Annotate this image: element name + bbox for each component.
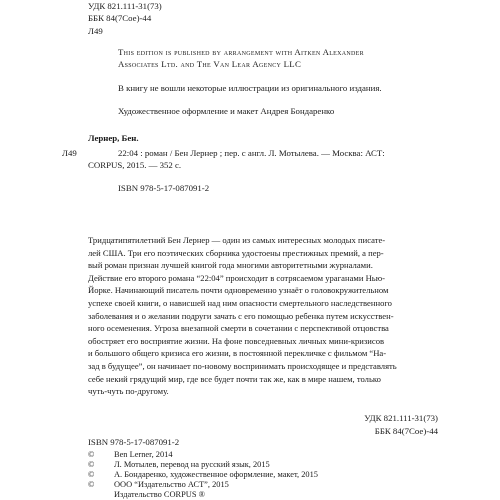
bottom-bbk: ББК 84(7Сое)-44 [374,426,438,436]
edition-line-1: This edition is published by arrangement with Aitken Alexander [118,47,364,57]
annotation-paragraph [88,234,440,398]
annotation-line: чуть-чуть по-другому. [88,386,169,397]
copyright-line [88,480,229,490]
copyright-symbol: © [88,460,95,469]
copyright-text: Ben Lerner, 2014 [114,450,173,459]
side-code: Л49 [62,148,77,158]
annotation-line: себе некий грядущий мир, где все будет почти так же, как в мире нашем, только [88,373,381,384]
bottom-udk: УДК 821.111-31(73) [364,413,438,423]
art-design-credit: Художественное оформление и макет Андрея Бондаренко [118,106,335,116]
author-heading: Лернер, Бен. [88,133,139,143]
copyright-line [88,490,205,500]
copyright-text: Л. Мотылев, перевод на русский язык, 2015 [114,460,270,469]
copyright-line [88,470,318,480]
copyright-line [88,450,173,460]
annotation-line: ного осеменения. Угроза внезапной смерти в сочетании с перспективой отцовства [88,323,389,334]
copyright-text: Издательство CORPUS ® [114,490,205,499]
copyright-symbol: © [88,450,95,459]
annotation-line: зад в будущее”, он начинает по-новому воспринимать происходящее и представлять [88,360,397,371]
top-bbk: ББК 84(7Сое)-44 [88,13,152,23]
isbn-bottom: ISBN 978-5-17-087091-2 [88,437,180,447]
bibliographic-line-2: CORPUS, 2015. — 352 с. [88,160,182,170]
edition-line-2: Associates Ltd. and The Van Lear Agency LLC [118,59,302,69]
annotation-line: Действие его второго романа “22:04” происходит в сотрясаемом ураганами Нью- [88,272,385,283]
copyright-symbol: © [88,470,95,479]
illustrations-note: В книгу не вошли некоторые иллюстрации из оригинального издания. [118,83,382,93]
annotation-line: заболевания и о желании подруги зачать с его помощью ребенка путем искусствен- [88,310,394,321]
copyright-text: ООО “Издательство АСТ”, 2015 [114,480,229,489]
copyright-text: А. Бондаренко, художественное оформление, макет, 2015 [114,470,318,479]
top-code: Л49 [88,26,103,36]
copyright-line [88,460,270,470]
annotation-line: вый роман признан лучшей книгой года многими авторитетными журналами. [88,260,373,271]
copyright-symbol: © [88,480,95,489]
annotation-line: и большого общего кризиса его жизни, в постоянной перекличке с фильмом “На- [88,348,387,359]
annotation-line: лей США. Три его поэтических сборника удостоены престижных премий, а пер- [88,247,384,258]
isbn-top: ISBN 978-5-17-087091-2 [118,183,210,193]
annotation-line: Тридцатипятилетний Бен Лернер — один из самых интересных молодых писате- [88,235,386,245]
bibliographic-line-1: 22:04 : роман / Бен Лернер ; пер. с англ. Л. Мотылева. — Москва: АСТ: [118,148,385,158]
annotation-line: Йорке. Начинающий писатель почти одновременно узнаёт о головокружительном [88,285,389,296]
top-udk: УДК 821.111-31(73) [88,1,162,11]
annotation-line: успехе своей книги, о нависшей над ним опасности смертельного наследственного [88,297,392,308]
annotation-line: обостряет его восприятие жизни. На фоне повседневных личных мини-кризисов [88,335,385,346]
